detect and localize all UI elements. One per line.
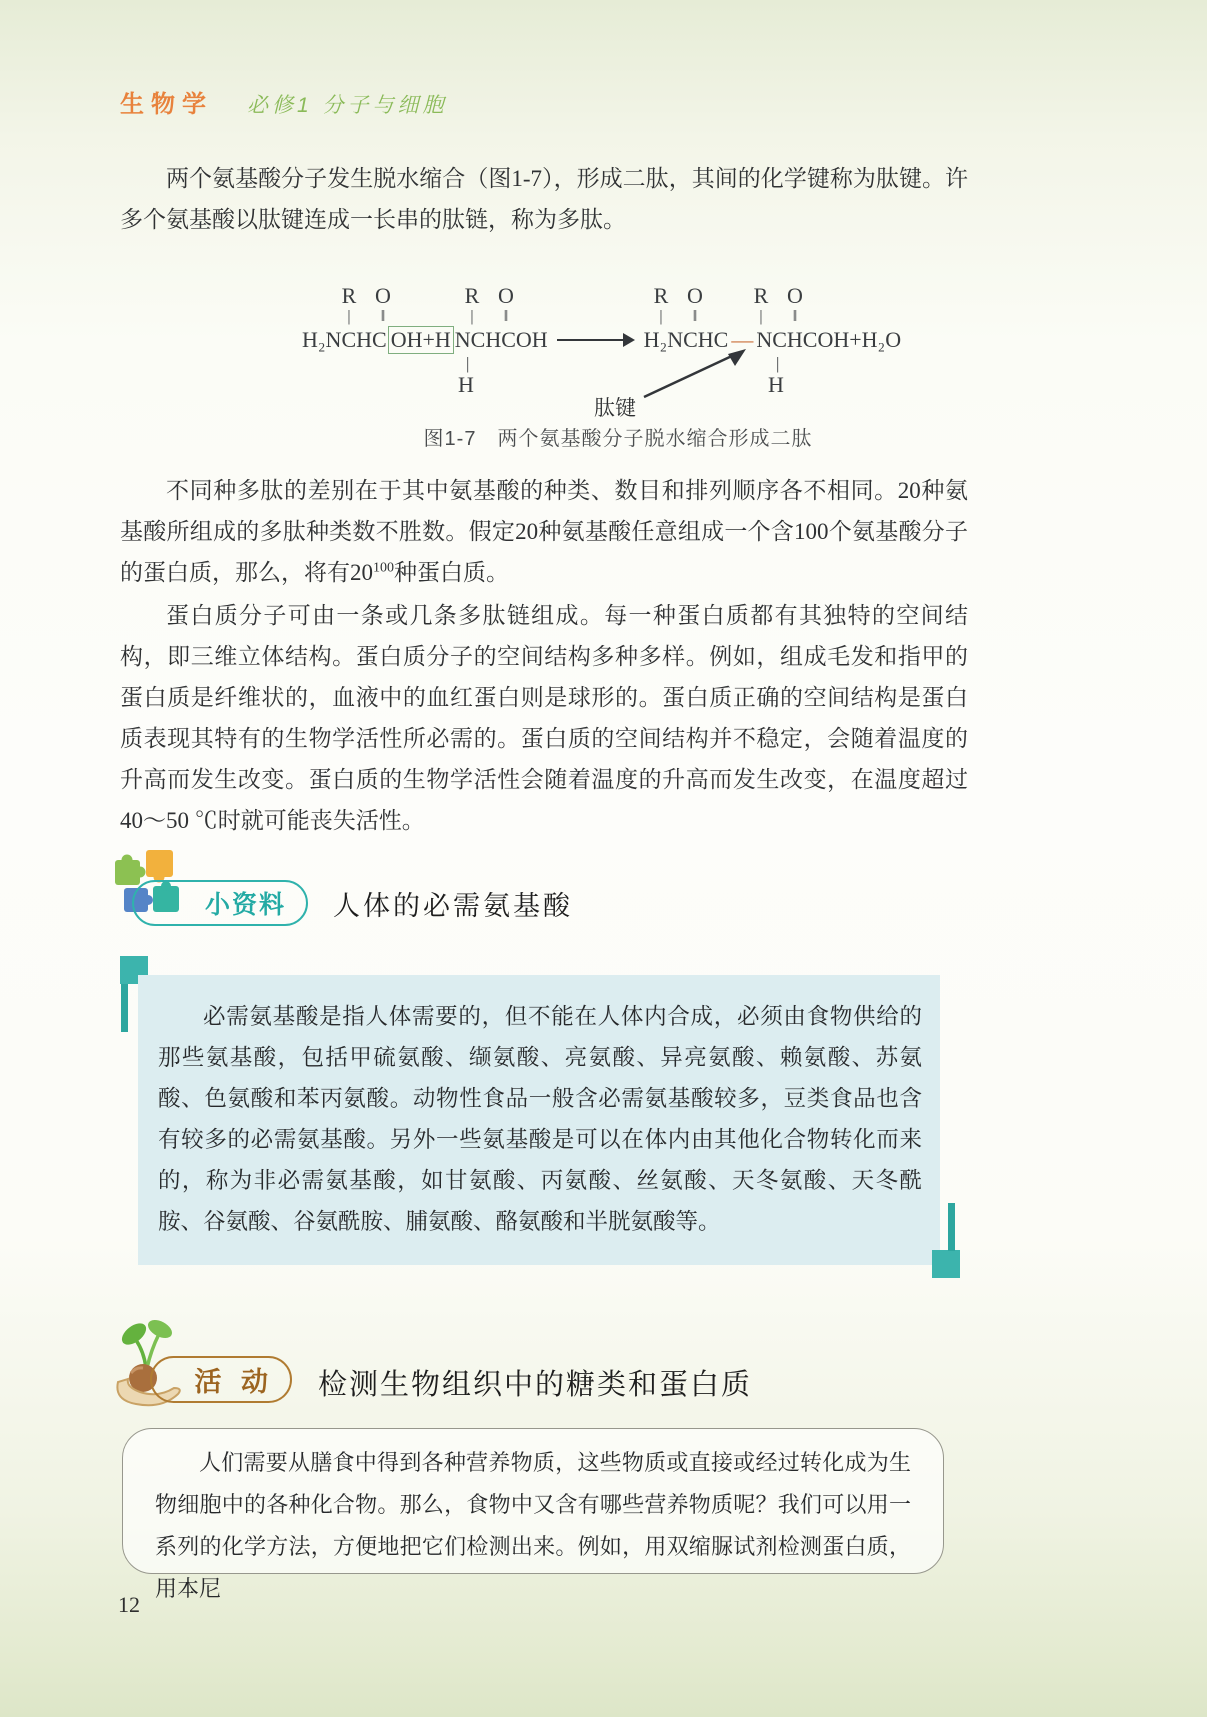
r-label: R (753, 283, 769, 308)
activity-title: 检测生物组织中的糖类和蛋白质 (318, 1369, 753, 1401)
o-label: O (498, 283, 514, 308)
corner-mark-icon (948, 1203, 955, 1251)
r-o-group-3 (650, 284, 706, 324)
double-bond-icon: ‖ (380, 308, 386, 325)
single-bond-icon: | (347, 308, 351, 325)
condensation-highlight-box: OH+H (388, 326, 454, 354)
r-o-group-4 (750, 284, 806, 324)
double-bond-icon: ‖ (692, 308, 698, 325)
paragraph-protein-structure: 蛋白质分子可由一条或几条多肽链组成。每一种蛋白质都有其独特的空间结构，即三维立体结构。蛋白质分子的空间结构多种多样。例如，组成毛发和指甲的蛋白质是纤维状的，血液中的血红蛋白则是球形的。蛋白质正确的空间结构是蛋白质表现其特有的生物学活性所必需的。蛋白质的空间结构并不稳定，会随着温度的升高而发生改变。蛋白质的生物学活性会随着温度的升高而发生改变，在温度超过40～50 ℃时就可能丧失活性。 (120, 603, 968, 833)
paragraph-polypeptide-variety (120, 470, 968, 593)
corner-mark-icon (932, 1250, 960, 1278)
peptide-bond-arrow-icon (636, 342, 754, 402)
info-badge-label: 小资料 (204, 891, 286, 919)
reactant-left-part2: NCHCOH (454, 327, 548, 352)
o-label: O (687, 283, 703, 308)
header-module: 必修1 分子与细胞 (247, 94, 448, 117)
reactant-left-part1: H₂NCHC (302, 327, 387, 352)
product-part1: H₂NCHC (643, 327, 729, 352)
figure-caption: 图1-7 两个氨基酸分子脱水缩合形成二肽 (423, 428, 813, 450)
double-bond-icon: ‖ (503, 308, 509, 325)
hydrogen-label: H (458, 372, 474, 397)
exponent: 100 (373, 560, 394, 576)
header-subject: 生物学 (120, 91, 213, 118)
r-label: R (653, 283, 669, 308)
reaction-arrow-icon (557, 332, 635, 348)
r-label: R (341, 283, 357, 308)
product-part2: NCHCOH+H₂O (756, 327, 902, 352)
single-bond-icon: | (470, 308, 474, 325)
paragraph-dipeptide: 两个氨基酸分子发生脱水缩合（图1-7），形成二肽，其间的化学键称为肽键。许多个氨基酸以肽键连成一长串的肽链，称为多肽。 (120, 166, 968, 232)
o-label: O (787, 283, 803, 308)
activity-body: 人们需要从膳食中得到各种营养物质，这些物质或直接或经过转化成为生物细胞中的各种化合物。那么，食物中又含有哪些营养物质呢？我们可以用一系列的化学方法，方便地把它们检测出来。例如，用双缩脲试剂检测蛋白质，用本尼 (155, 1450, 911, 1601)
page-number: 12 (118, 1592, 140, 1617)
activity-badge-label: 活 动 (194, 1367, 274, 1397)
peptide-bond-dash: — (731, 327, 754, 352)
peptide-bond-label: 肽键 (594, 397, 636, 420)
double-bond-icon: ‖ (792, 308, 798, 325)
paragraph-text: 不同种多肽的差别在于其中氨基酸的种类、数目和排列顺序各不相同。20种氨基酸所组成的多肽种类数不胜数。假定20种氨基酸任意组成一个含100个氨基酸分子的蛋白质，那么，将有20 (120, 478, 968, 585)
single-bond-icon: | (466, 354, 470, 373)
reaction-equation (302, 326, 901, 354)
single-bond-icon: | (759, 308, 763, 325)
info-box (138, 975, 940, 1265)
info-badge (132, 880, 308, 926)
single-bond-icon: | (659, 308, 663, 325)
single-bond-icon: | (776, 354, 780, 373)
figure-1-7-formula (298, 284, 938, 464)
info-body: 必需氨基酸是指人体需要的，但不能在人体内合成，必须由食物供给的那些氨基酸，包括甲硫氨酸、缬氨酸、亮氨酸、异亮氨酸、赖氨酸、苏氨酸、色氨酸和苯丙氨酸。动物性食品一般含必需氨基酸较多，豆类食品也含有较多的必需氨基酸。另外一些氨基酸是可以在体内由其他化合物转化而来的，称为非必需氨基酸，如甘氨酸、丙氨酸、丝氨酸、天冬氨酸、天冬酰胺、谷氨酸、谷氨酰胺、脯氨酸、酪氨酸和半胱氨酸等。 (158, 1004, 922, 1234)
paragraph-text: 种蛋白质。 (394, 560, 509, 585)
corner-mark-icon (121, 984, 128, 1032)
activity-badge (150, 1356, 292, 1403)
r-o-group-2 (461, 284, 517, 324)
activity-box (122, 1428, 944, 1601)
r-label: R (464, 283, 480, 308)
hydrogen-label: H (768, 372, 784, 397)
o-label: O (375, 283, 391, 308)
info-title: 人体的必需氨基酸 (333, 891, 573, 921)
page-header (120, 84, 448, 119)
r-o-group-1 (338, 284, 394, 324)
